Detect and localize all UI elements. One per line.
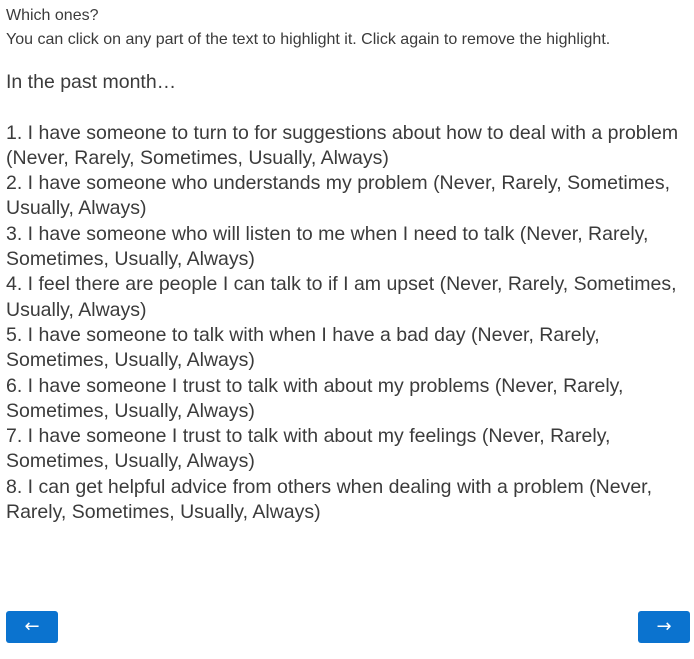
statement-item[interactable]: 2. I have someone who understands my problem (Never, Rarely, Sometimes, Usually, Always) bbox=[6, 172, 671, 220]
statement-item[interactable]: 1. I have someone to turn to for suggestions about how to deal with a problem (Never, Rarely, Sometimes, Usually, Always) bbox=[6, 121, 679, 169]
statement-item[interactable]: 6. I have someone I trust to talk with about my problems (Never, Rarely, Sometimes, Usually, Always) bbox=[6, 374, 624, 422]
back-button[interactable] bbox=[6, 611, 58, 643]
arrow-left-icon: ← bbox=[24, 616, 40, 637]
question-title: Which ones? bbox=[6, 7, 99, 24]
intro-text[interactable]: In the past month… bbox=[6, 71, 177, 93]
statement-item[interactable]: 3. I have someone who will listen to me when I need to talk (Never, Rarely, Sometimes, Usually, Always) bbox=[6, 222, 649, 271]
statement-item[interactable]: 7. I have someone I trust to talk with about my feelings (Never, Rarely, Sometimes, Usually, Always) bbox=[6, 425, 611, 473]
highlight-text-area[interactable] bbox=[6, 70, 690, 525]
statement-item[interactable]: 4. I feel there are people I can talk to if I am upset (Never, Rarely, Sometimes, Usually, Always) bbox=[6, 273, 677, 321]
arrow-right-icon: → bbox=[656, 616, 672, 637]
question-instructions: You can click on any part of the text to highlight it. Click again to remove the highlight. bbox=[6, 31, 611, 48]
statement-item[interactable]: 8. I can get helpful advice from others when dealing with a problem (Never, Rarely, Sometimes, Usually, Always) bbox=[6, 475, 653, 524]
statement-item[interactable]: 5. I have someone to talk with when I have a bad day (Never, Rarely, Sometimes, Usually, Always) bbox=[6, 323, 600, 372]
statement-list bbox=[6, 121, 690, 526]
next-button[interactable] bbox=[638, 611, 690, 643]
question-header bbox=[6, 4, 610, 52]
